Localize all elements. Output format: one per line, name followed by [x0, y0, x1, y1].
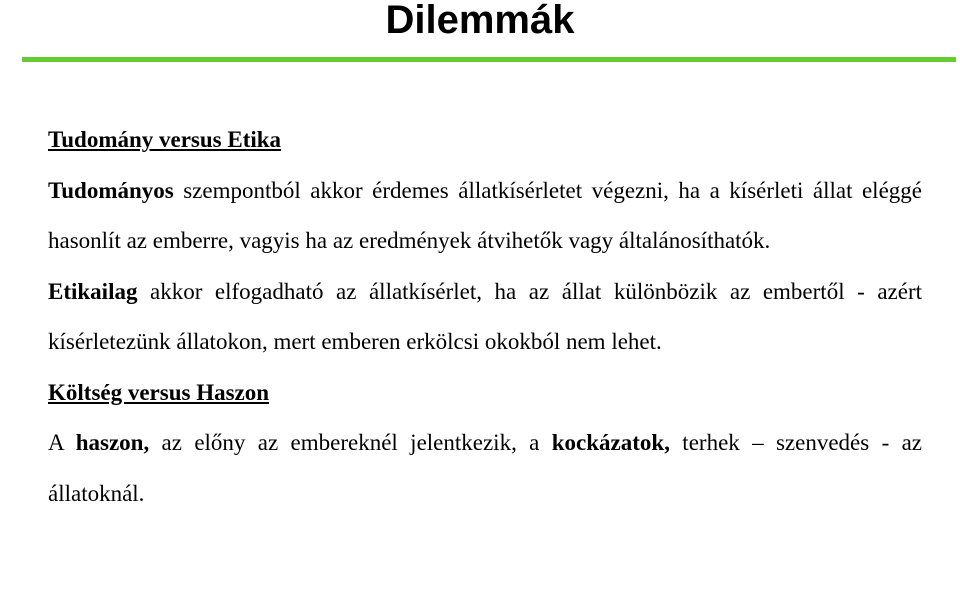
section-heading-science-ethics: Tudomány versus Etika	[48, 127, 282, 152]
bold-risks: kockázatok,	[551, 430, 670, 455]
paragraph-ethical-text: akkor elfogadható az állatkísérlet, ha az állat különbözik az embertől - azért kísérletezünk állatokon, mert emberen erkölcsi okokból nem lehet.	[48, 278, 922, 354]
title-divider	[22, 57, 956, 62]
paragraph-ethical	[48, 267, 922, 368]
paragraph-cost-benefit	[48, 418, 922, 519]
cost-benefit-part1: A	[48, 430, 76, 455]
bold-benefit: haszon,	[75, 430, 150, 455]
bold-lead-ethical: Etikailag	[48, 278, 138, 304]
page-title: Dilemmák	[385, 0, 575, 42]
section-heading-cost-benefit: Költség versus Haszon	[48, 379, 270, 405]
cost-benefit-part2: az előny az embereknél jelentkezik, a	[149, 430, 552, 455]
paragraph-scientific-text: szempontból akkor érdemes állatkísérletet végezni, ha a kísérleti állat eléggé hasonlít az emberre, vagyis ha az eredmények átvihetők vagy általánosíthatók.	[48, 177, 922, 253]
paragraph-scientific	[48, 166, 922, 267]
bold-lead-scientific: Tudományos	[48, 177, 174, 203]
document-body	[48, 115, 922, 519]
cost-benefit-part3: terhek – szenvedés - az állatoknál.	[48, 430, 923, 506]
